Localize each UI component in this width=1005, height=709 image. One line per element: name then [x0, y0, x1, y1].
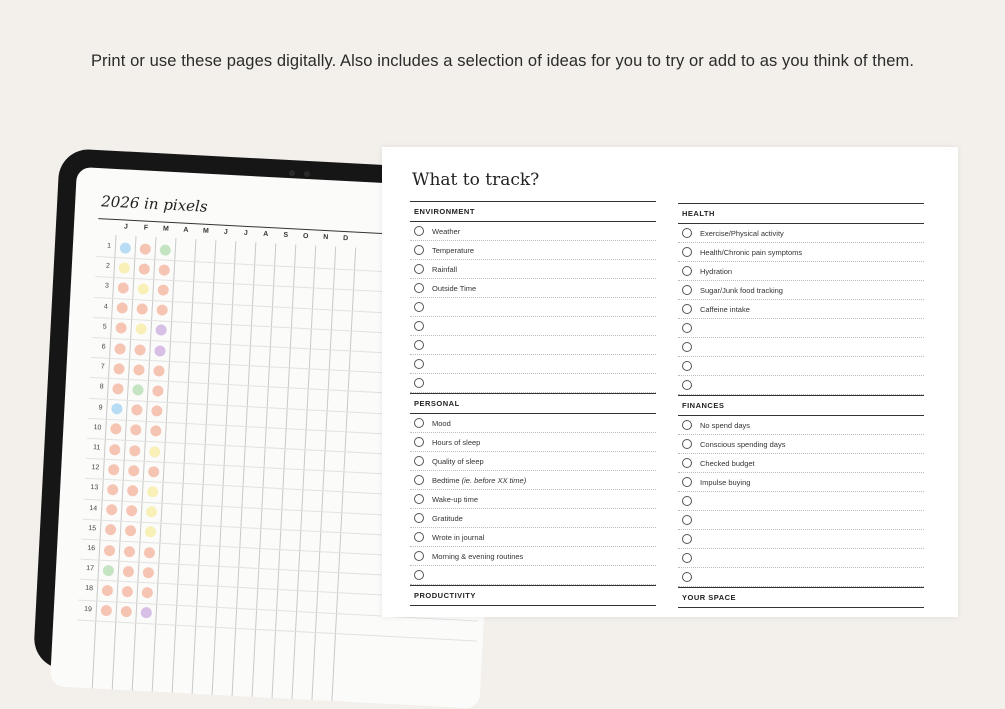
- track-item-row[interactable]: [678, 454, 924, 473]
- track-item-label: No spend days: [700, 420, 751, 430]
- month-label: D: [342, 234, 349, 243]
- checkbox-circle-icon[interactable]: [682, 342, 692, 352]
- month-label: J: [223, 228, 228, 236]
- pixel-peach[interactable]: [157, 284, 169, 296]
- pixel-peach[interactable]: [130, 424, 142, 436]
- pixel-peach[interactable]: [117, 282, 129, 294]
- pixel-blue[interactable]: [111, 403, 123, 415]
- grid-column-line: [171, 239, 196, 698]
- checkbox-circle-icon[interactable]: [682, 553, 692, 563]
- pixel-peach[interactable]: [126, 485, 138, 497]
- track-item-row[interactable]: [678, 511, 924, 530]
- section-heading: ENVIRONMENT: [410, 202, 656, 222]
- track-item-label: Hours of sleep: [432, 437, 481, 447]
- track-item-row[interactable]: [410, 452, 656, 471]
- section-heading: PERSONAL: [410, 394, 656, 414]
- track-item-label: Gratitude: [432, 513, 463, 523]
- pixel-peach[interactable]: [156, 304, 168, 316]
- pixel-peach[interactable]: [116, 302, 128, 314]
- track-item-row[interactable]: [410, 433, 656, 452]
- section-heading: YOUR SPACE: [678, 588, 924, 608]
- checkbox-circle-icon[interactable]: [682, 247, 692, 257]
- checkbox-circle-icon[interactable]: [414, 513, 424, 523]
- checkbox-circle-icon[interactable]: [682, 534, 692, 544]
- track-item-row[interactable]: [410, 260, 656, 279]
- pixel-peach[interactable]: [127, 465, 139, 477]
- grid-column-line: [311, 247, 336, 706]
- pixel-peach[interactable]: [113, 363, 125, 375]
- track-item-label: Exercise/Physical activity: [700, 228, 784, 238]
- track-item-label: Health/Chronic pain symptoms: [700, 247, 803, 257]
- pixel-yellow[interactable]: [137, 283, 149, 295]
- pixel-peach[interactable]: [125, 505, 137, 517]
- day-number: 5: [102, 323, 107, 331]
- track-item-row[interactable]: [410, 222, 656, 241]
- section-personal: [410, 393, 656, 585]
- track-item-label: Hydration: [700, 266, 733, 276]
- day-number: 3: [104, 282, 109, 291]
- checkbox-circle-icon[interactable]: [414, 551, 424, 561]
- month-label: F: [143, 224, 149, 232]
- what-to-track-page: [382, 147, 958, 617]
- checkbox-circle-icon[interactable]: [682, 228, 692, 238]
- checkbox-circle-icon[interactable]: [414, 321, 424, 331]
- pixel-peach[interactable]: [110, 423, 122, 435]
- checkbox-circle-icon[interactable]: [414, 494, 424, 504]
- track-item-row[interactable]: [678, 473, 924, 492]
- pixel-peach[interactable]: [129, 445, 141, 457]
- track-item-row[interactable]: [678, 319, 924, 338]
- pixel-peach[interactable]: [158, 264, 170, 276]
- day-number: 15: [88, 524, 97, 533]
- pixel-peach[interactable]: [101, 585, 113, 597]
- pixel-yellow[interactable]: [135, 323, 147, 335]
- pixel-peach[interactable]: [150, 425, 162, 437]
- day-number: 7: [100, 363, 105, 371]
- month-label: A: [263, 230, 269, 239]
- camera-dot: [289, 170, 295, 176]
- checkbox-circle-icon[interactable]: [682, 266, 692, 276]
- track-item-label: Wake-up time: [432, 494, 478, 504]
- pixel-peach[interactable]: [103, 544, 115, 556]
- track-item-row[interactable]: [678, 281, 924, 300]
- checkbox-circle-icon[interactable]: [414, 226, 424, 236]
- month-label: M: [162, 225, 169, 233]
- day-number: 6: [101, 343, 106, 351]
- track-item-row[interactable]: [678, 549, 924, 568]
- pixel-peach[interactable]: [114, 343, 126, 355]
- right-column: [678, 203, 924, 608]
- section-environment: [410, 201, 656, 393]
- pixel-peach[interactable]: [106, 484, 118, 496]
- day-number: 17: [86, 565, 95, 573]
- track-item-row[interactable]: [678, 530, 924, 549]
- day-number: 13: [90, 484, 99, 492]
- checkbox-circle-icon[interactable]: [682, 458, 692, 468]
- month-label: M: [202, 227, 209, 235]
- day-number: 18: [84, 585, 94, 593]
- sensor-dot: [304, 171, 310, 177]
- pixel-peach[interactable]: [134, 344, 146, 356]
- checkbox-circle-icon[interactable]: [414, 359, 424, 369]
- track-item-row[interactable]: [678, 376, 924, 395]
- pixel-peach[interactable]: [100, 605, 112, 617]
- pixel-peach[interactable]: [109, 443, 121, 455]
- pixel-peach[interactable]: [104, 524, 116, 536]
- day-number: 11: [92, 444, 101, 452]
- grid-column-line: [231, 242, 256, 701]
- track-item-row[interactable]: [410, 336, 656, 355]
- track-item-label: Impulse buying: [700, 477, 751, 487]
- track-item-row[interactable]: [410, 509, 656, 528]
- section-finances: [678, 395, 924, 587]
- day-number: 19: [83, 605, 93, 613]
- track-item-row[interactable]: [678, 435, 924, 454]
- track-item-label: Quality of sleep: [432, 456, 484, 466]
- section-your-space: [678, 587, 924, 608]
- grid-column-line: [331, 248, 356, 707]
- month-label: J: [243, 229, 248, 237]
- checkbox-circle-icon[interactable]: [682, 361, 692, 371]
- track-item-row[interactable]: [410, 374, 656, 393]
- checkbox-circle-icon[interactable]: [682, 304, 692, 314]
- pixel-peach[interactable]: [141, 587, 153, 599]
- checkbox-circle-icon[interactable]: [414, 570, 424, 580]
- pixel-peach[interactable]: [151, 405, 163, 417]
- day-number: 2: [105, 262, 111, 270]
- month-label: S: [283, 231, 289, 240]
- track-item-row[interactable]: [678, 262, 924, 281]
- track-item-row[interactable]: [410, 547, 656, 566]
- checkbox-circle-icon[interactable]: [414, 245, 424, 255]
- month-label: O: [302, 232, 309, 241]
- track-item-label: Outside Time: [432, 283, 477, 293]
- pixel-peach[interactable]: [133, 364, 145, 376]
- checkbox-circle-icon[interactable]: [414, 378, 424, 388]
- day-number: 9: [98, 403, 103, 412]
- track-item-row[interactable]: [410, 414, 656, 433]
- grid-column-line: [291, 245, 316, 704]
- pixel-peach[interactable]: [139, 243, 151, 255]
- day-number: 8: [99, 383, 104, 391]
- track-item-label: Sugar/Junk food tracking: [700, 285, 783, 295]
- pixel-peach[interactable]: [143, 546, 155, 558]
- pixel-peach[interactable]: [107, 464, 119, 476]
- month-label: N: [322, 233, 329, 242]
- day-number: 4: [103, 303, 108, 311]
- track-item-label: Morning & evening routines: [432, 551, 524, 561]
- pixel-yellow[interactable]: [145, 506, 157, 518]
- grid-column-line: [191, 240, 216, 699]
- grid-column-line: [251, 243, 276, 702]
- track-item-row[interactable]: [410, 490, 656, 509]
- track-item-row[interactable]: [410, 298, 656, 317]
- pixel-peach[interactable]: [136, 303, 148, 315]
- left-column: [410, 201, 656, 606]
- pixel-peach[interactable]: [124, 525, 136, 537]
- pixel-yellow[interactable]: [146, 486, 158, 498]
- track-item-label: Rainfall: [432, 264, 458, 274]
- pixel-peach[interactable]: [121, 586, 133, 598]
- grid-column-line: [271, 244, 296, 703]
- checkbox-circle-icon[interactable]: [682, 380, 692, 390]
- pixel-green[interactable]: [159, 244, 171, 256]
- pixel-purple[interactable]: [154, 345, 166, 357]
- track-item-row[interactable]: [678, 243, 924, 262]
- pixel-peach[interactable]: [112, 383, 124, 395]
- pixels-title: 2026 in pixels: [100, 192, 209, 216]
- pixel-peach[interactable]: [123, 545, 135, 557]
- track-item-label: Wrote in journal: [432, 532, 485, 542]
- track-item-label: Conscious spending days: [700, 439, 786, 449]
- checkbox-circle-icon[interactable]: [682, 285, 692, 295]
- track-item-row[interactable]: [678, 492, 924, 511]
- pixel-peach[interactable]: [142, 567, 154, 579]
- checkbox-circle-icon[interactable]: [414, 475, 424, 485]
- day-number: 14: [89, 504, 98, 513]
- checkbox-circle-icon[interactable]: [682, 496, 692, 506]
- pixel-peach[interactable]: [131, 404, 143, 416]
- track-item-row[interactable]: [678, 338, 924, 357]
- checkbox-circle-icon[interactable]: [682, 323, 692, 333]
- pixel-peach[interactable]: [138, 263, 150, 275]
- section-health: [678, 203, 924, 395]
- day-number: 12: [91, 464, 100, 472]
- checkbox-circle-icon[interactable]: [414, 283, 424, 293]
- track-item-row[interactable]: [410, 241, 656, 260]
- checkbox-circle-icon[interactable]: [414, 264, 424, 274]
- checkbox-circle-icon[interactable]: [414, 302, 424, 312]
- pixel-peach[interactable]: [147, 466, 159, 478]
- grid-column-line: [211, 241, 236, 700]
- track-item-row[interactable]: [410, 566, 656, 585]
- checkbox-circle-icon[interactable]: [682, 439, 692, 449]
- pixel-yellow[interactable]: [144, 526, 156, 538]
- month-label: J: [123, 223, 129, 231]
- section-heading: HEALTH: [678, 204, 924, 224]
- checkbox-circle-icon[interactable]: [682, 420, 692, 430]
- pixel-yellow[interactable]: [148, 446, 160, 458]
- track-item-row[interactable]: [678, 357, 924, 376]
- day-number: 16: [87, 544, 96, 553]
- checkbox-circle-icon[interactable]: [414, 437, 424, 447]
- day-number: 1: [106, 242, 112, 250]
- track-item-label: Temperature: [432, 245, 475, 255]
- checkbox-circle-icon[interactable]: [414, 418, 424, 428]
- day-number: 10: [93, 423, 102, 432]
- track-item-row[interactable]: [410, 279, 656, 298]
- page-title: What to track?: [412, 170, 540, 190]
- pixel-green[interactable]: [132, 384, 144, 396]
- section-heading: FINANCES: [678, 396, 924, 416]
- month-label: A: [183, 226, 189, 234]
- track-item-label: Mood: [432, 418, 451, 428]
- track-item-label: Bedtime (ie. before XX time): [432, 475, 527, 485]
- track-item-row[interactable]: [678, 224, 924, 243]
- pixel-peach[interactable]: [152, 385, 164, 397]
- pixel-purple[interactable]: [140, 607, 152, 619]
- section-heading: PRODUCTIVITY: [410, 586, 656, 606]
- track-item-row[interactable]: [410, 471, 656, 490]
- track-item-row[interactable]: [410, 355, 656, 374]
- pixel-yellow[interactable]: [118, 262, 130, 274]
- pixel-peach[interactable]: [105, 504, 117, 516]
- pixel-peach[interactable]: [115, 322, 127, 334]
- track-item-label: Caffeine intake: [700, 304, 750, 314]
- checkbox-circle-icon[interactable]: [414, 340, 424, 350]
- pixel-peach[interactable]: [122, 566, 134, 578]
- pixel-green[interactable]: [102, 564, 114, 576]
- track-item-row[interactable]: [410, 528, 656, 547]
- checkbox-circle-icon[interactable]: [414, 532, 424, 542]
- section-productivity: [410, 585, 656, 606]
- track-item-row[interactable]: [678, 300, 924, 319]
- checkbox-circle-icon[interactable]: [414, 456, 424, 466]
- pixel-peach[interactable]: [153, 365, 165, 377]
- tagline: Print or use these pages digitally. Also includes a selection of ideas for you to try or add to as you think of them.: [90, 52, 915, 70]
- checkbox-circle-icon[interactable]: [682, 572, 692, 582]
- track-item-row[interactable]: [678, 568, 924, 587]
- checkbox-circle-icon[interactable]: [682, 515, 692, 525]
- track-item-label: Checked budget: [700, 458, 755, 468]
- pixel-purple[interactable]: [155, 325, 167, 337]
- checkbox-circle-icon[interactable]: [682, 477, 692, 487]
- grid-row-line: [77, 619, 477, 641]
- pixel-blue[interactable]: [119, 242, 131, 254]
- track-item-row[interactable]: [678, 416, 924, 435]
- track-item-label: Weather: [432, 226, 461, 236]
- track-item-row[interactable]: [410, 317, 656, 336]
